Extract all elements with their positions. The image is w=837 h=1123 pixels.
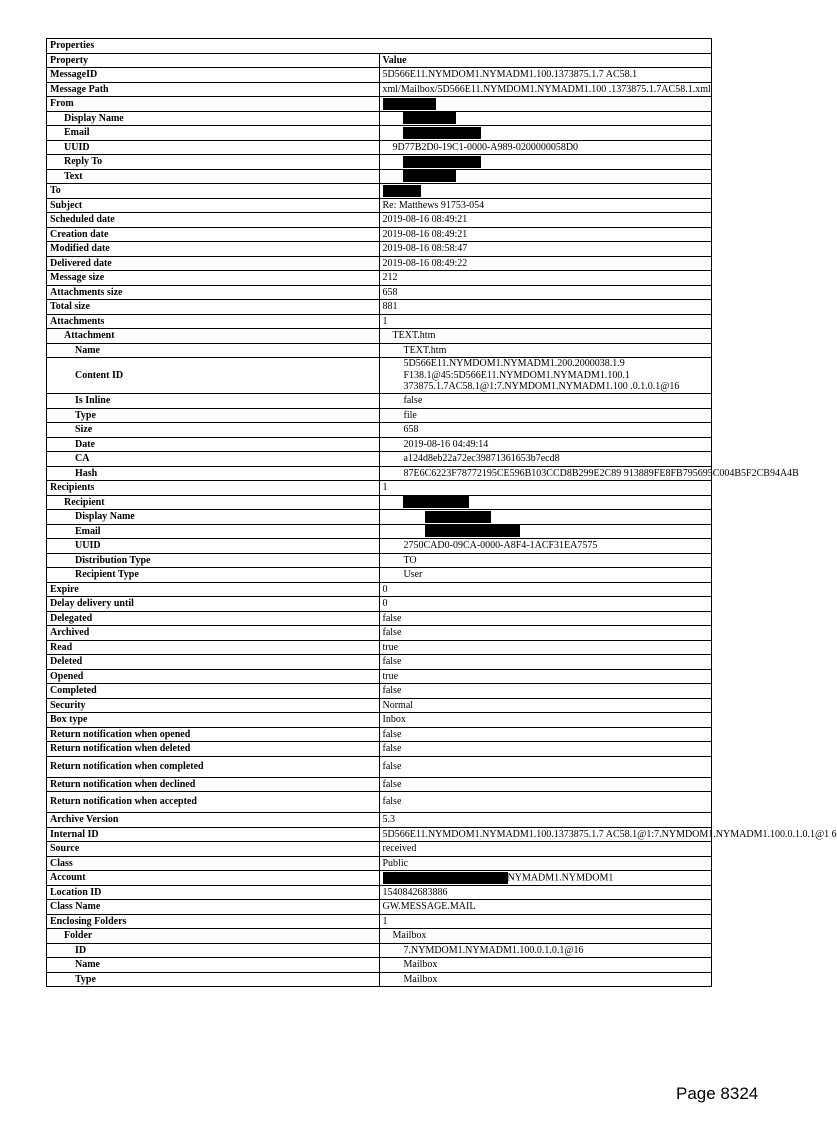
- property-value: [379, 871, 712, 886]
- redaction-block: [403, 112, 456, 124]
- table-header-row: [47, 53, 712, 68]
- value-text: TEXT.htm: [392, 330, 436, 341]
- value-text: xml/Mailbox/5D566E11.NYMDOM1.NYMADM1.100 .1373875.1.7AC58.1.xml: [382, 83, 711, 95]
- value-text: 658: [403, 424, 419, 435]
- redaction-block: [403, 127, 481, 139]
- value-text: User: [403, 569, 423, 580]
- property-value: [379, 140, 712, 155]
- property-name: Location ID: [47, 885, 380, 900]
- property-value: [379, 423, 712, 438]
- property-name: Attachments size: [47, 285, 380, 300]
- table-row: [47, 626, 712, 641]
- table-row: [47, 82, 712, 97]
- property-value: [379, 198, 712, 213]
- property-name: Date: [47, 437, 380, 452]
- table-row: [47, 842, 712, 857]
- table-row: [47, 394, 712, 409]
- table-row: [47, 68, 712, 83]
- property-value: [379, 394, 712, 409]
- table-title-row: [47, 39, 712, 54]
- property-name: Size: [47, 423, 380, 438]
- property-value: [379, 242, 712, 257]
- property-name: Scheduled date: [47, 213, 380, 228]
- value-text: 2750CAD0-09CA-0000-A8F4-1ACF31EA7575: [403, 540, 598, 551]
- property-value: [379, 481, 712, 496]
- value-text: 2019-08-16 08:49:21: [382, 228, 468, 240]
- property-name: Creation date: [47, 227, 380, 242]
- table-row: [47, 358, 712, 394]
- property-name: Is Inline: [47, 394, 380, 409]
- property-value: [379, 169, 712, 184]
- table-row: [47, 885, 712, 900]
- property-name: UUID: [47, 140, 380, 155]
- property-value: [379, 727, 712, 742]
- property-name: Expire: [47, 582, 380, 597]
- value-text: false: [382, 656, 402, 667]
- table-row: [47, 856, 712, 871]
- property-name: Internal ID: [47, 827, 380, 842]
- property-value: [379, 343, 712, 358]
- value-text: Mailbox: [392, 930, 427, 941]
- table-row: [47, 466, 712, 481]
- value-text: 1: [382, 915, 388, 927]
- property-value: [379, 271, 712, 286]
- properties-table-body: [47, 39, 837, 987]
- properties-table: [46, 38, 837, 987]
- value-text: 2019-08-16 08:49:22: [382, 257, 468, 269]
- header-value: Value: [379, 53, 712, 68]
- value-text: false: [382, 796, 402, 808]
- redaction-block: [403, 496, 469, 508]
- property-name: Total size: [47, 300, 380, 315]
- property-value: [379, 97, 712, 112]
- table-row: [47, 568, 712, 583]
- value-text: false: [382, 728, 402, 740]
- value-text: Mailbox: [403, 959, 438, 970]
- table-row: [47, 343, 712, 358]
- redaction-block: [425, 525, 520, 537]
- property-value: [379, 227, 712, 242]
- table-row: [47, 408, 712, 423]
- property-value: [379, 856, 712, 871]
- value-text: 1540842683886: [382, 886, 448, 898]
- property-value: [379, 900, 712, 915]
- table-row: [47, 140, 712, 155]
- value-text: 2019-08-16 08:58:47: [382, 243, 468, 254]
- property-value: [379, 597, 712, 612]
- table-row: [47, 727, 712, 742]
- value-text: file: [403, 409, 417, 421]
- property-value: [379, 539, 712, 554]
- property-value: [379, 126, 712, 141]
- property-value: [379, 698, 712, 713]
- table-row: [47, 582, 712, 597]
- table-row: [47, 539, 712, 554]
- value-text: 87E6C6223F78772195CE596B103CCD8B299E2C89 913889FE8FB795695C004B5F2CB94A4B: [403, 467, 799, 479]
- table-row: [47, 285, 712, 300]
- property-value: [379, 111, 712, 126]
- table-row: [47, 813, 712, 828]
- property-value: [379, 256, 712, 271]
- property-name: Distribution Type: [47, 553, 380, 568]
- property-name: Archived: [47, 626, 380, 641]
- property-value: [379, 184, 712, 199]
- table-row: [47, 155, 712, 170]
- property-value: [379, 495, 712, 510]
- redaction-block: [383, 872, 508, 884]
- value-text: Inbox: [382, 714, 406, 725]
- property-name: Box type: [47, 713, 380, 728]
- table-row: [47, 792, 712, 813]
- property-name: Return notification when accepted: [47, 792, 380, 813]
- value-text: 5D566E11.NYMDOM1.NYMADM1.100.1373875.1.7 AC58.1@1:7.NYMDOM1.NYMADM1.100.0.1.0.1@1 6: [382, 828, 837, 840]
- property-value: [379, 68, 712, 83]
- table-row: [47, 242, 712, 257]
- value-text: true: [382, 670, 399, 682]
- value-text: GW.MESSAGE.MAIL: [382, 901, 476, 912]
- value-text: false: [382, 627, 402, 638]
- value-text: Public: [382, 857, 409, 869]
- property-value: [379, 611, 712, 626]
- table-row: [47, 213, 712, 228]
- property-value: [379, 972, 712, 987]
- property-name: Recipient: [47, 495, 380, 510]
- property-value: [379, 742, 712, 757]
- value-text: 2019-08-16 08:49:21: [382, 214, 468, 225]
- property-name: MessageID: [47, 68, 380, 83]
- property-value: [379, 813, 712, 828]
- property-value: [379, 943, 712, 958]
- property-value: [379, 314, 712, 329]
- table-row: [47, 900, 712, 915]
- property-value: [379, 655, 712, 670]
- property-name: Reply To: [47, 155, 380, 170]
- property-name: Enclosing Folders: [47, 914, 380, 929]
- property-value: [379, 929, 712, 944]
- value-text: Normal: [382, 699, 414, 711]
- property-value: [379, 408, 712, 423]
- property-name: Return notification when opened: [47, 727, 380, 742]
- property-value: [379, 684, 712, 699]
- redaction-block: [403, 156, 481, 168]
- table-row: [47, 553, 712, 568]
- redaction-block: [403, 170, 456, 182]
- value-text: 5.3: [382, 814, 395, 825]
- property-value: [379, 300, 712, 315]
- table-row: [47, 871, 712, 886]
- table-row: [47, 256, 712, 271]
- table-row: [47, 684, 712, 699]
- property-name: Display Name: [47, 510, 380, 525]
- property-name: Name: [47, 958, 380, 973]
- property-value: [379, 958, 712, 973]
- table-row: [47, 227, 712, 242]
- property-name: Attachment: [47, 329, 380, 344]
- redaction-block: [383, 98, 436, 110]
- property-name: Completed: [47, 684, 380, 699]
- property-value: [379, 155, 712, 170]
- page-number: Page 8324: [676, 1084, 759, 1103]
- property-name: Modified date: [47, 242, 380, 257]
- table-row: [47, 611, 712, 626]
- table-row: [47, 452, 712, 467]
- value-text: 0: [382, 598, 388, 609]
- property-name: ID: [47, 943, 380, 958]
- property-name: Delegated: [47, 611, 380, 626]
- property-name: Email: [47, 126, 380, 141]
- property-value: [379, 452, 712, 467]
- value-text: 5D566E11.NYMDOM1.NYMADM1.100.1373875.1.7 AC58.1: [382, 69, 638, 80]
- table-row: [47, 481, 712, 496]
- property-name: Content ID: [47, 358, 380, 394]
- table-row: [47, 943, 712, 958]
- property-value: [379, 358, 712, 394]
- property-name: Folder: [47, 929, 380, 944]
- redaction-block: [383, 185, 421, 197]
- property-name: Account: [47, 871, 380, 886]
- table-row: [47, 669, 712, 684]
- value-text: received: [382, 843, 417, 854]
- property-name: Type: [47, 408, 380, 423]
- property-name: Display Name: [47, 111, 380, 126]
- property-name: Deleted: [47, 655, 380, 670]
- property-name: Security: [47, 698, 380, 713]
- value-text: 1: [382, 315, 388, 327]
- table-row: [47, 698, 712, 713]
- table-row: [47, 655, 712, 670]
- table-row: [47, 111, 712, 126]
- property-name: Archive Version: [47, 813, 380, 828]
- property-value: [379, 213, 712, 228]
- property-value: [379, 914, 712, 929]
- table-row: [47, 97, 712, 112]
- value-text: false: [382, 743, 402, 754]
- property-value: [379, 285, 712, 300]
- property-name: Class: [47, 856, 380, 871]
- redaction-block: [425, 511, 491, 523]
- table-row: [47, 742, 712, 757]
- value-text: 881: [382, 301, 398, 312]
- property-name: Subject: [47, 198, 380, 213]
- table-row: [47, 756, 712, 777]
- table-row: [47, 972, 712, 987]
- property-name: Read: [47, 640, 380, 655]
- property-value: [379, 82, 712, 97]
- value-text: true: [382, 641, 399, 653]
- property-value: [379, 524, 712, 539]
- table-row: [47, 126, 712, 141]
- value-text: 2019-08-16 04:49:14: [403, 438, 489, 450]
- table-title: Properties: [47, 39, 712, 54]
- property-value: [379, 842, 712, 857]
- value-text: 9D77B2D0-19C1-0000-A989-0200000058D0: [392, 141, 579, 153]
- property-value: [379, 713, 712, 728]
- property-name: UUID: [47, 539, 380, 554]
- property-name: Email: [47, 524, 380, 539]
- value-text: false: [382, 612, 402, 624]
- property-value: [379, 329, 712, 344]
- property-value: [379, 437, 712, 452]
- value-text: 658: [382, 286, 398, 298]
- value-text: false: [382, 760, 402, 772]
- value-text: 7.NYMDOM1.NYMADM1.100.0.1.0.1@16: [403, 944, 584, 956]
- property-name: Attachments: [47, 314, 380, 329]
- table-row: [47, 198, 712, 213]
- table-row: [47, 524, 712, 539]
- property-value: [379, 640, 712, 655]
- value-text: a124d8eb22a72ec39871361653b7ecd8: [403, 453, 560, 464]
- table-row: [47, 597, 712, 612]
- table-row: [47, 271, 712, 286]
- value-text: false: [382, 778, 402, 790]
- table-row: [47, 827, 712, 842]
- header-property: Property: [47, 53, 380, 68]
- property-value: [379, 792, 712, 813]
- table-row: [47, 437, 712, 452]
- value-text: TEXT.htm: [403, 344, 447, 356]
- table-row: [47, 495, 712, 510]
- table-row: [47, 713, 712, 728]
- property-value: [379, 582, 712, 597]
- property-name: Opened: [47, 669, 380, 684]
- table-row: [47, 184, 712, 199]
- value-text: Mailbox: [403, 973, 438, 985]
- property-name: Source: [47, 842, 380, 857]
- property-name: Class Name: [47, 900, 380, 915]
- table-row: [47, 777, 712, 792]
- property-value: [379, 466, 799, 481]
- property-name: Hash: [47, 466, 380, 481]
- property-value: [379, 669, 712, 684]
- property-name: Recipients: [47, 481, 380, 496]
- table-row: [47, 958, 712, 973]
- property-value: [379, 626, 712, 641]
- table-row: [47, 314, 712, 329]
- table-row: [47, 914, 712, 929]
- property-name: From: [47, 97, 380, 112]
- property-value: [379, 568, 712, 583]
- value-text: 1: [382, 482, 388, 493]
- table-row: [47, 510, 712, 525]
- property-value: [379, 885, 712, 900]
- value-text: NYMADM1.NYMDOM1: [507, 872, 614, 884]
- table-row: [47, 169, 712, 184]
- property-value: [379, 756, 712, 777]
- property-name: Message size: [47, 271, 380, 286]
- property-name: Text: [47, 169, 380, 184]
- property-value: [379, 553, 712, 568]
- property-name: Return notification when declined: [47, 777, 380, 792]
- property-value: [379, 510, 712, 525]
- property-name: Type: [47, 972, 380, 987]
- value-text: 0: [382, 583, 388, 595]
- property-name: CA: [47, 452, 380, 467]
- property-value: [379, 827, 837, 842]
- property-name: Delivered date: [47, 256, 380, 271]
- value-text: 212: [382, 272, 398, 283]
- property-name: Recipient Type: [47, 568, 380, 583]
- property-name: Return notification when completed: [47, 756, 380, 777]
- property-name: Message Path: [47, 82, 380, 97]
- property-name: Name: [47, 343, 380, 358]
- table-row: [47, 329, 712, 344]
- table-row: [47, 929, 712, 944]
- value-text: false: [382, 685, 402, 696]
- property-value: [379, 777, 712, 792]
- property-name: Delay delivery until: [47, 597, 380, 612]
- value-text: Re: Matthews 91753-054: [382, 199, 485, 211]
- table-row: [47, 423, 712, 438]
- value-text: false: [403, 395, 423, 406]
- value-text: TO: [403, 554, 417, 566]
- property-name: To: [47, 184, 380, 199]
- table-row: [47, 640, 712, 655]
- value-text: 5D566E11.NYMDOM1.NYMADM1.200.2000038.1.9 F138.1@45:5D566E11.NYMDOM1.NYMADM1.100.1 373875.1.7AC58.1@1:7.NYMDOM1.NYMADM1.100 .0.1.0.1@16: [403, 358, 680, 393]
- table-row: [47, 300, 712, 315]
- property-name: Return notification when deleted: [47, 742, 380, 757]
